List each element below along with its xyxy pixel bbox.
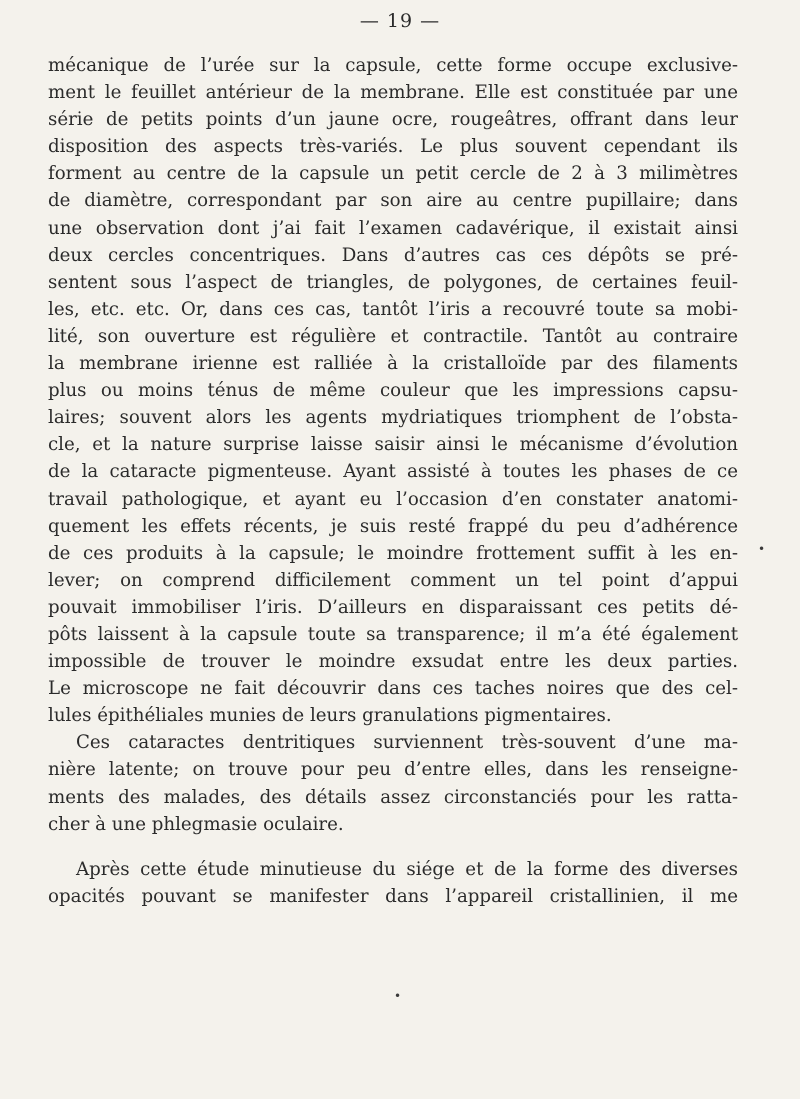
text-line: lules épithéliales munies de leurs granulations pigmentaires. [48, 705, 612, 727]
stray-mark: • [758, 542, 766, 556]
text-line: mécanique de l’urée sur la capsule, cette forme occupe exclusive- [48, 55, 738, 76]
text-line: disposition des aspects très-variés. Le plus souvent cependant ils [48, 136, 738, 158]
text-line: ment le feuillet antérieur de la membrane. Elle est constituée par une [48, 82, 738, 104]
paragraph-3 [48, 856, 738, 910]
text-line: lité, son ouverture est régulière et contractile. Tantôt au contraire [48, 325, 738, 347]
text-line: de diamètre, correspondant par son aire au centre pupillaire; dans [48, 190, 738, 212]
text-line: la membrane irienne est ralliée à la cristalloïde par des filaments [48, 353, 738, 375]
text-line: cher à une phlegmasie oculaire. [48, 813, 344, 835]
text-line: Le microscope ne fait découvrir dans ces taches noires que des cel- [48, 678, 738, 700]
text-line: Ces cataractes dentritiques surviennent très-souvent d’une ma- [76, 732, 738, 754]
text-line: travail pathologique, et ayant eu l’occasion d’en constater anatomi- [48, 488, 738, 510]
text-line: impossible de trouver le moindre exsudat entre les deux parties. [48, 651, 738, 673]
text-line: lever; on comprend difficilement comment un tel point d’appui [48, 569, 738, 591]
stray-mark: • [394, 989, 402, 1003]
text-line: pouvait immobiliser l’iris. D’ailleurs en disparaissant ces petits dé- [48, 596, 738, 618]
text-line: forment au centre de la capsule un petit cercle de 2 à 3 milimètres [48, 163, 738, 185]
text-line: de la cataracte pigmenteuse. Ayant assisté à toutes les phases de ce [48, 461, 738, 483]
text-line: ments des malades, des détails assez circonstanciés pour les ratta- [48, 786, 738, 808]
paragraph-1 [48, 52, 738, 729]
text-line: quement les effets récents, je suis resté frappé du peu d’adhérence [48, 515, 738, 537]
text-line: une observation dont j’ai fait l’examen cadavérique, il existait ainsi [48, 217, 738, 239]
text-line: cle, et la nature surprise laisse saisir ainsi le mécanisme d’évolution [48, 434, 738, 456]
text-line: sentent sous l’aspect de triangles, de polygones, de certaines feuil- [48, 271, 738, 293]
text-line: opacités pouvant se manifester dans l’appareil cristallinien, il me [48, 885, 738, 907]
text-line: laires; souvent alors les agents mydriatiques triomphent de l’obsta- [48, 407, 738, 429]
text-line: série de petits points d’un jaune ocre, rougeâtres, offrant dans leur [48, 109, 738, 131]
text-line: les, etc. etc. Or, dans ces cas, tantôt l’iris a recouvré toute sa mobi- [48, 298, 738, 320]
text-line: plus ou moins ténus de même couleur que les impressions capsu- [48, 380, 738, 402]
text-line: Après cette étude minutieuse du siége et de la forme des diverses [76, 858, 738, 880]
text-line: de ces produits à la capsule; le moindre frottement suffit à les en- [48, 542, 738, 564]
text-line: nière latente; on trouve pour peu d’entre elles, dans les renseigne- [48, 759, 738, 781]
text-line: pôts laissent à la capsule toute sa transparence; il m’a été également [48, 623, 738, 645]
text-line: deux cercles concentriques. Dans d’autres cas ces dépôts se pré- [48, 244, 738, 266]
paragraph-spacer [48, 838, 738, 856]
body-text [48, 52, 738, 910]
paragraph-2 [48, 729, 738, 837]
page-number: — 19 — [359, 10, 441, 32]
